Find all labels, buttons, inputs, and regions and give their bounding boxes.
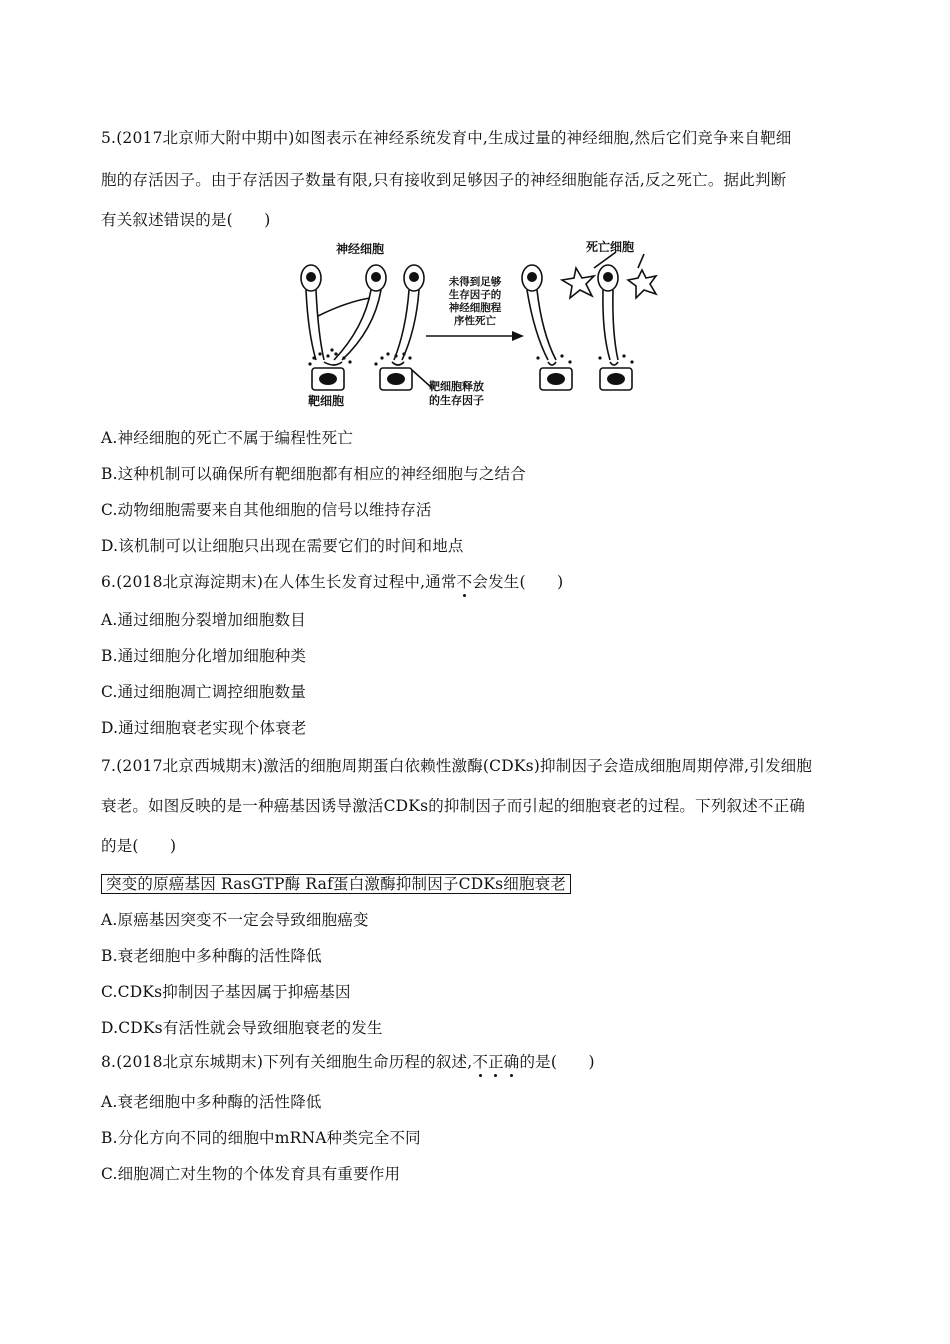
q6-option-a: A.通过细胞分裂增加细胞数目 [101, 611, 306, 629]
dead-cell-label: 死亡细胞 [586, 240, 635, 254]
q8-emphasis-char: 确 [503, 1053, 520, 1071]
q6-stem-text: 发生( ) [488, 573, 564, 591]
q7-option-d: D.CDKs有活性就会导致细胞衰老的发生 [101, 1019, 383, 1037]
apoptosis-arrow-text [431, 276, 519, 328]
q6-emphasis-char: 不 [456, 573, 473, 591]
q5-stem-line-3: 有关叙述错误的是( ) [101, 211, 271, 229]
q5-option-d: D.该机制可以让细胞只出现在需要它们的时间和地点 [101, 537, 464, 555]
q6-option-d: D.通过细胞衰老实现个体衰老 [101, 719, 307, 737]
q7-option-c: C.CDKs抑制因子基因属于抑癌基因 [101, 983, 351, 1001]
arrow-text-line: 生存因子的 [448, 289, 502, 301]
q8-stem [101, 1052, 595, 1072]
q8-stem-text: 的是( ) [519, 1053, 595, 1071]
q8-option-b: B.分化方向不同的细胞中mRNA种类完全不同 [101, 1129, 421, 1147]
q6-option-b: B.通过细胞分化增加细胞种类 [101, 647, 307, 665]
q6-stem [101, 572, 563, 592]
q7-stem-line-1: 7.(2017北京西城期末)激活的细胞周期蛋白依赖性激酶(CDKs)抑制因子会造成细胞周期停滞,引发细胞 [101, 757, 813, 775]
release-text-line: 靶细胞释放 [429, 380, 484, 393]
q8-emphasis-char: 正 [488, 1053, 504, 1071]
q5-stem-line-1: 5.(2017北京师大附中期中)如图表示在神经系统发育中,生成过量的神经细胞,然后它们竞争来自靶细 [101, 129, 792, 147]
neuron-label: 神经细胞 [336, 242, 385, 256]
q8-emphasis-char: 不 [472, 1053, 489, 1071]
q5-option-b: B.这种机制可以确保所有靶细胞都有相应的神经细胞与之结合 [101, 465, 526, 483]
q6-stem-text: 会 [472, 573, 489, 591]
q7-option-b: B.衰老细胞中多种酶的活性降低 [101, 947, 322, 965]
q7-flow-box-text: 突变的原癌基因 RasGTP酶 Raf蛋白激酶抑制因子CDKs细胞衰老 [101, 874, 571, 894]
neuron-survival-figure [294, 238, 666, 416]
q7-option-a: A.原癌基因突变不一定会导致细胞癌变 [101, 911, 369, 929]
q6-stem-text: 6.(2018北京海淀期末)在人体生长发育过程中,通常 [101, 573, 457, 591]
q7-stem-line-2: 衰老。如图反映的是一种癌基因诱导激活CDKs的抑制因子而引起的细胞衰老的过程。下列叙述不正确 [101, 797, 806, 815]
q8-stem-text: 8.(2018北京东城期末)下列有关细胞生命历程的叙述, [101, 1053, 473, 1071]
q8-option-c: C.细胞凋亡对生物的个体发育具有重要作用 [101, 1165, 401, 1183]
q5-stem-line-2: 胞的存活因子。由于存活因子数量有限,只有接收到足够因子的神经细胞能存活,反之死亡。据此判断 [101, 171, 787, 189]
q7-stem-line-3: 的是( ) [101, 837, 177, 855]
q8-option-a: A.衰老细胞中多种酶的活性降低 [101, 1093, 322, 1111]
release-text-line: 的生存因子 [429, 394, 484, 407]
target-cell-label: 靶细胞 [308, 394, 345, 408]
q7-flow-box [101, 874, 571, 894]
arrow-text-line: 神经细胞程 [448, 302, 502, 314]
survival-factor-release-text [429, 380, 507, 408]
q5-option-a: A.神经细胞的死亡不属于编程性死亡 [101, 429, 354, 447]
arrow-text-line: 未得到足够 [448, 276, 502, 288]
q5-option-c: C.动物细胞需要来自其他细胞的信号以维持存活 [101, 501, 432, 519]
arrow-text-line: 序性死亡 [454, 315, 496, 327]
q6-option-c: C.通过细胞凋亡调控细胞数量 [101, 683, 307, 701]
